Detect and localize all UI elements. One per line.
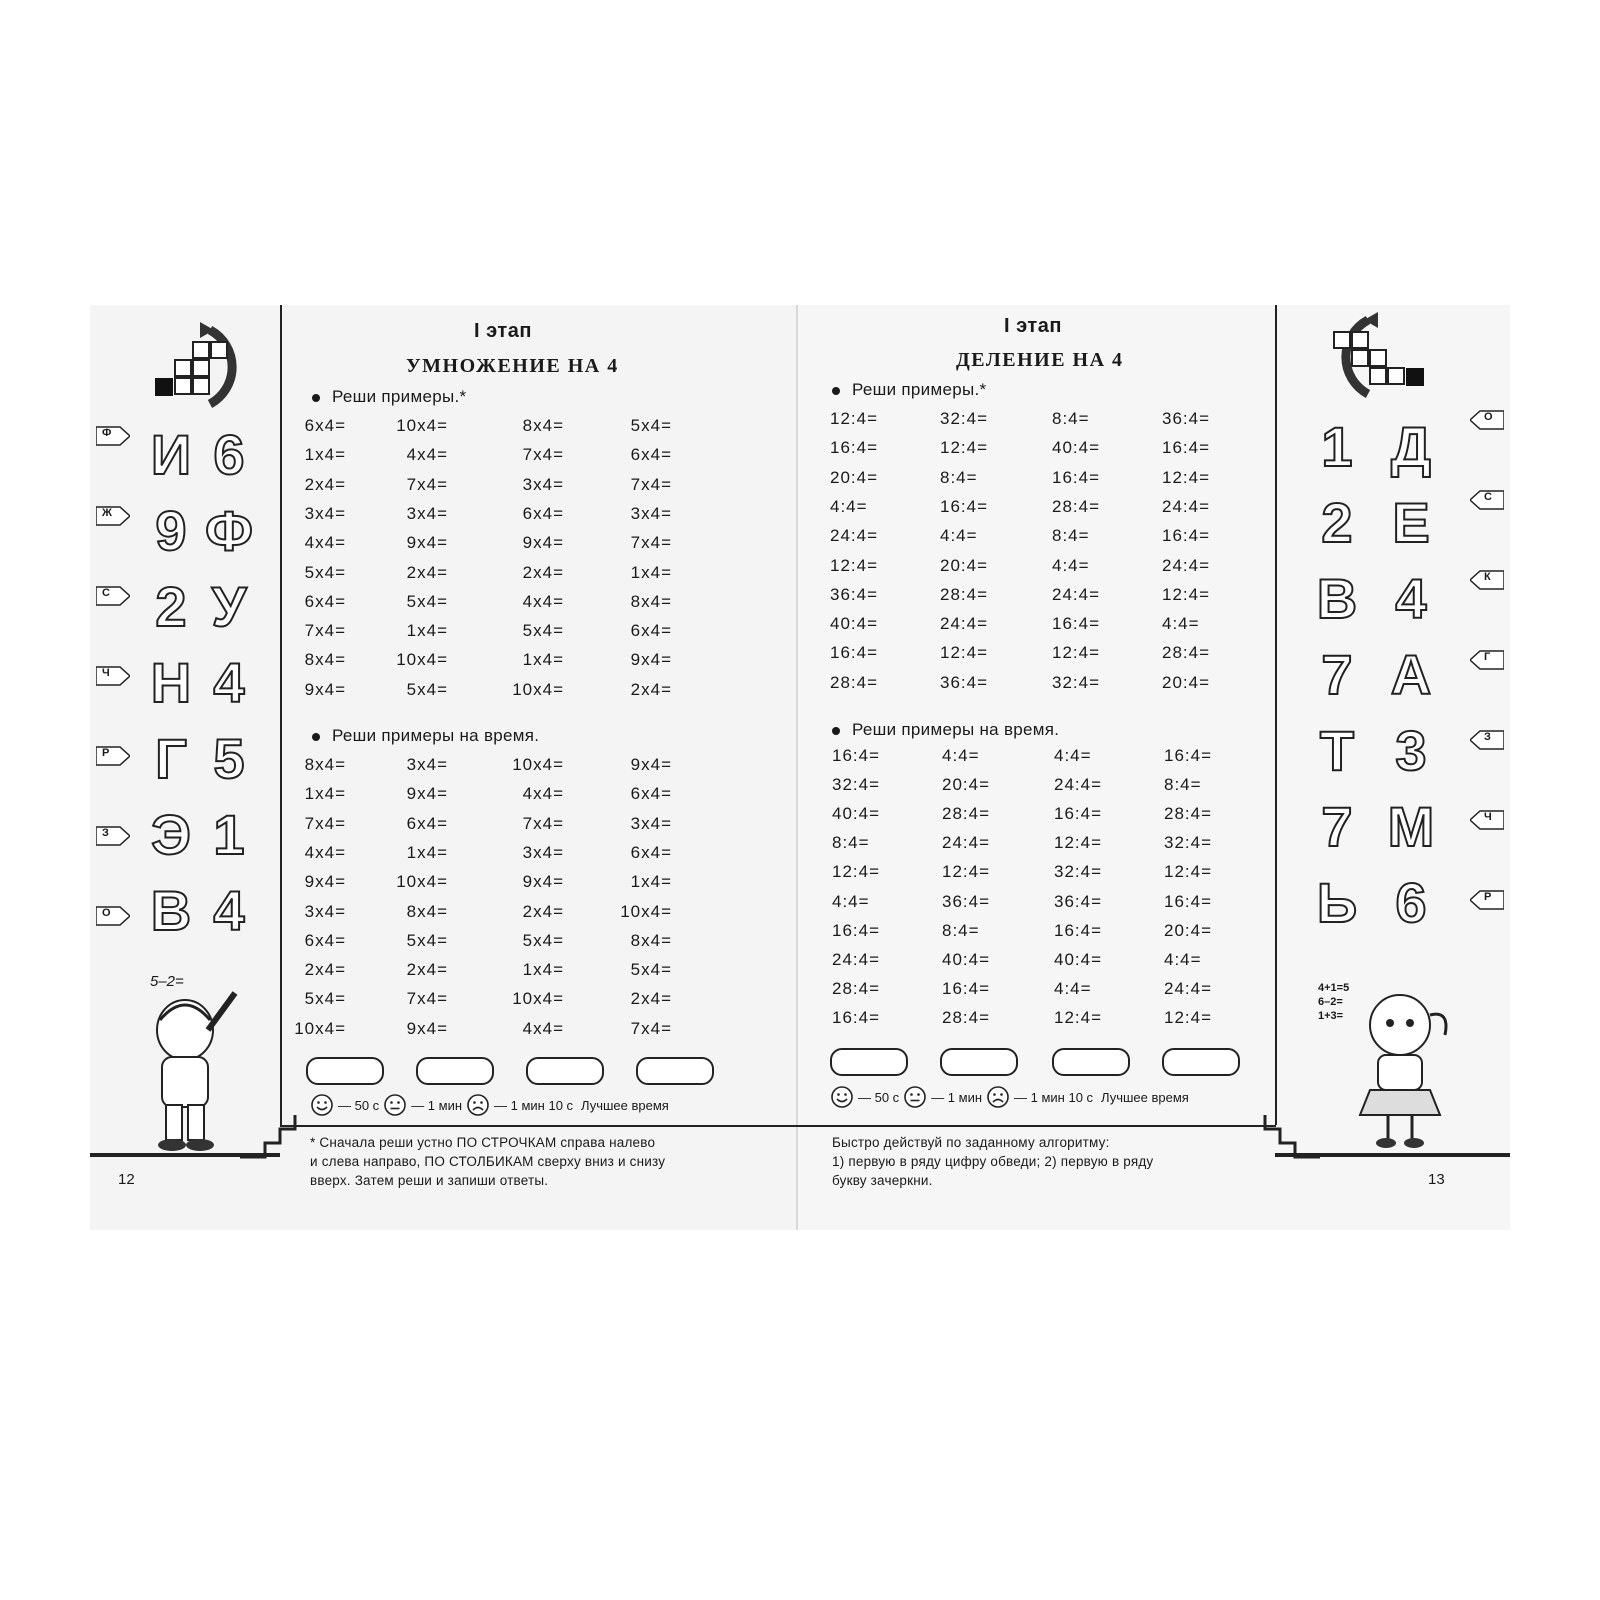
pencil-letter: С — [102, 587, 110, 599]
outline-character: 6 — [1395, 871, 1427, 934]
exercise-cell: 28:4= — [1164, 804, 1213, 824]
outline-character: 2 — [1321, 491, 1353, 554]
board-scribble-right: 4+1=5 6–2= 1+3= — [1318, 982, 1350, 1022]
exercise-cell: 16:4= — [832, 920, 881, 940]
exercise-cell: 16:4= — [1052, 467, 1101, 487]
exercise-cell: 6x4= — [630, 842, 672, 862]
exercise-cell: 6x4= — [406, 813, 448, 833]
exercise-cell: 4:4= — [832, 891, 870, 911]
exercise-cell: 12:4= — [942, 862, 991, 882]
exercise-cell: 9x4= — [406, 533, 448, 553]
exercise-cell: 40:4= — [832, 804, 881, 824]
exercise-cell: 12:4= — [830, 409, 879, 428]
pencil-icon — [96, 425, 128, 445]
exercise-cell: 40:4= — [1054, 949, 1103, 969]
exercise-cell: 7x4= — [630, 474, 672, 494]
exercise-cell: 3x4= — [304, 901, 346, 921]
left-page-title: УМНОЖЕНИЕ НА 4 — [406, 355, 619, 377]
exercise-cell: 28:4= — [942, 804, 991, 824]
exercise-cell: 4x4= — [304, 533, 346, 553]
exercise-cell: 6x4= — [304, 591, 346, 611]
exercise-cell: 3x4= — [630, 503, 672, 523]
happy-face-icon — [830, 1085, 854, 1109]
exercise-cell: 7x4= — [406, 474, 448, 494]
exercise-cell: 24:4= — [832, 949, 881, 969]
exercise-cell: 28:4= — [1052, 496, 1101, 516]
exercise-cell: 16:4= — [832, 1007, 881, 1027]
exercise-cell: 5x4= — [406, 679, 448, 699]
exercise-cell: 6x4= — [304, 930, 346, 950]
exercise-cell: 16:4= — [940, 496, 989, 516]
exercise-cell: 9x4= — [522, 872, 564, 892]
right-instruction-1: Реши примеры.* — [832, 380, 986, 400]
exercise-cell: 2x4= — [522, 901, 564, 921]
pencil-letter: Р — [1484, 891, 1492, 903]
time-box-1-left[interactable] — [306, 1057, 384, 1085]
stairs-arrow-icon-left — [150, 320, 260, 410]
outline-character: А — [1390, 643, 1432, 706]
exercise-cell: 4x4= — [522, 591, 564, 611]
exercise-cell: 24:4= — [830, 526, 879, 546]
pencil-icon — [1470, 809, 1502, 829]
exercise-cell: 12:4= — [940, 643, 989, 663]
exercise-cell: 8:4= — [832, 833, 870, 853]
pencil-icon — [1470, 649, 1502, 669]
pencil-letter: О — [1484, 411, 1493, 423]
outline-character: 4 — [213, 651, 245, 714]
left-time-legend: — 50 с — 1 мин — 1 мин 10 с Лучшее время — [310, 1093, 669, 1117]
stairs-arrow-icon-right — [1318, 310, 1428, 400]
exercise-cell: 28:4= — [940, 584, 989, 604]
exercise-cell: 24:4= — [1162, 496, 1211, 516]
exercise-cell: 4:4= — [1054, 746, 1092, 765]
exercise-cell: 12:4= — [1054, 833, 1103, 853]
time-box-1-right[interactable] — [830, 1048, 908, 1076]
exercise-cell: 4:4= — [1054, 978, 1092, 998]
exercise-cell: 16:4= — [830, 438, 879, 458]
exercise-cell: 7x4= — [522, 445, 564, 465]
pencil-icon — [96, 665, 128, 685]
pencil-letter: Р — [102, 747, 110, 759]
time-box-3-right[interactable] — [1052, 1048, 1130, 1076]
exercise-cell: 1x4= — [304, 445, 346, 465]
exercise-cell: 5x4= — [406, 930, 448, 950]
pencil-letter: О — [102, 907, 111, 919]
exercise-cell: 1x4= — [304, 784, 346, 804]
time-box-2-left[interactable] — [416, 1057, 494, 1085]
exercise-cell: 8x4= — [304, 755, 346, 774]
exercise-cell: 40:4= — [1052, 438, 1101, 458]
exercise-cell: 9x4= — [630, 650, 672, 670]
exercise-cell: 4:4= — [1052, 555, 1090, 575]
exercise-cell: 16:4= — [1052, 614, 1101, 634]
exercise-cell: 28:4= — [942, 1007, 991, 1027]
exercise-cell: 9x4= — [406, 1018, 448, 1038]
exercise-cell: 10x4= — [512, 989, 564, 1009]
exercise-cell: 7x4= — [630, 533, 672, 553]
exercise-cell: 6x4= — [522, 503, 564, 523]
exercise-cell: 9x4= — [522, 533, 564, 553]
exercise-cell: 3x4= — [522, 842, 564, 862]
right-note-rule — [798, 1125, 1276, 1127]
left-stage-heading: I этап — [474, 320, 532, 342]
outline-character: Д — [1391, 415, 1431, 478]
exercise-cell: 28:4= — [830, 672, 879, 692]
pencil-letter: З — [1484, 731, 1491, 743]
exercise-cell: 10x4= — [620, 901, 672, 921]
exercise-cell: 1x4= — [406, 621, 448, 641]
outline-character: 1 — [213, 803, 245, 866]
outline-character: Е — [1392, 491, 1430, 554]
exercise-cell: 7x4= — [304, 621, 346, 641]
exercise-cell: 3x4= — [406, 755, 448, 774]
outline-character: 1 — [1321, 415, 1353, 478]
neutral-face-icon — [383, 1093, 407, 1117]
exercise-cell: 10x4= — [294, 1018, 346, 1038]
exercise-cell: 16:4= — [1162, 438, 1211, 458]
exercise-cell: 36:4= — [940, 672, 989, 692]
pencil-icon — [96, 905, 128, 925]
pencil-icon — [1470, 889, 1502, 909]
exercise-cell: 3x4= — [630, 813, 672, 833]
left-instruction-2: Реши примеры на время. — [312, 726, 539, 746]
outline-character: 9 — [155, 499, 187, 562]
exercise-cell: 40:4= — [942, 949, 991, 969]
exercise-cell: 4:4= — [830, 496, 868, 516]
right-sidebar-divider — [1275, 305, 1277, 1125]
sad-face-icon — [986, 1085, 1010, 1109]
exercise-cell: 4x4= — [522, 784, 564, 804]
exercise-cell: 12:4= — [832, 862, 881, 882]
exercise-cell: 10x4= — [396, 872, 448, 892]
exercise-cell: 8:4= — [942, 920, 980, 940]
exercise-cell: 3x4= — [304, 503, 346, 523]
outline-character: В — [150, 879, 192, 942]
pencil-letter: Ф — [102, 427, 112, 439]
exercise-cell: 7x4= — [304, 813, 346, 833]
exercise-cell: 24:4= — [940, 614, 989, 634]
exercise-cell: 4:4= — [940, 526, 978, 546]
exercise-cell: 24:4= — [942, 833, 991, 853]
outline-character: 7 — [1321, 795, 1353, 858]
outline-character: Г — [155, 727, 187, 790]
outline-character: 2 — [155, 575, 187, 638]
exercise-cell: 32:4= — [1052, 672, 1101, 692]
happy-face-icon — [310, 1093, 334, 1117]
exercise-cell: 16:4= — [1164, 891, 1213, 911]
exercise-cell: 9x4= — [406, 784, 448, 804]
exercise-cell: 16:4= — [830, 643, 879, 663]
outline-character: 4 — [1395, 567, 1427, 630]
exercise-cell: 10x4= — [396, 650, 448, 670]
outline-character: Ф — [205, 499, 253, 562]
outline-character: Т — [1319, 719, 1355, 782]
exercise-cell: 7x4= — [522, 813, 564, 833]
exercise-cell: 1x4= — [630, 562, 672, 582]
exercise-cell: 16:4= — [942, 978, 991, 998]
board-scribble-left: 5–2= — [150, 973, 184, 990]
time-box-3-left[interactable] — [526, 1057, 604, 1085]
exercise-cell: 10x4= — [512, 679, 564, 699]
exercise-cell: 1x4= — [522, 960, 564, 980]
exercise-cell: 12:4= — [1052, 643, 1101, 663]
pencil-icon — [96, 825, 128, 845]
exercise-cell: 16:4= — [832, 746, 881, 765]
exercise-cell: 5x4= — [522, 930, 564, 950]
pencil-icon — [1470, 729, 1502, 749]
exercise-cell: 3x4= — [522, 474, 564, 494]
exercise-cell: 3x4= — [406, 503, 448, 523]
right-time-legend: — 50 с — 1 мин — 1 мин 10 с Лучшее время — [830, 1085, 1189, 1109]
pencil-letter: Г — [1484, 651, 1491, 663]
exercise-cell: 12:4= — [830, 555, 879, 575]
exercise-cell: 6x4= — [630, 445, 672, 465]
open-workbook — [90, 305, 1510, 1230]
exercise-cell: 36:4= — [942, 891, 991, 911]
outline-character: 5 — [213, 727, 245, 790]
exercise-cell: 12:4= — [1164, 862, 1213, 882]
boy-at-board-illustration — [130, 975, 250, 1155]
exercise-cell: 36:4= — [830, 584, 879, 604]
pencil-icon — [1470, 569, 1502, 589]
girl-illustration — [1330, 975, 1460, 1155]
exercise-cell: 8x4= — [630, 930, 672, 950]
exercise-cell: 5x4= — [304, 989, 346, 1009]
exercise-cell: 6x4= — [630, 784, 672, 804]
exercise-cell: 5x4= — [630, 416, 672, 435]
exercise-cell: 8:4= — [1164, 775, 1202, 795]
exercise-cell: 9x4= — [304, 679, 346, 699]
exercise-cell: 2x4= — [406, 562, 448, 582]
neutral-face-icon — [903, 1085, 927, 1109]
exercise-cell: 16:4= — [1054, 920, 1103, 940]
exercise-cell: 8x4= — [522, 416, 564, 435]
exercise-cell: 4x4= — [406, 445, 448, 465]
exercise-cell: 2x4= — [406, 960, 448, 980]
exercise-cell: 20:4= — [940, 555, 989, 575]
pencil-letter: К — [1484, 571, 1491, 583]
exercise-cell: 1x4= — [406, 842, 448, 862]
exercise-cell: 32:4= — [940, 409, 989, 428]
exercise-cell: 4:4= — [1164, 949, 1202, 969]
outline-character: 7 — [1321, 643, 1353, 706]
exercise-cell: 2x4= — [522, 562, 564, 582]
right-page-title: ДЕЛЕНИЕ НА 4 — [956, 349, 1124, 371]
pencil-letter: З — [102, 827, 109, 839]
exercise-cell: 8:4= — [1052, 409, 1090, 428]
book-spine — [796, 305, 798, 1230]
exercise-cell: 6x4= — [304, 416, 346, 435]
time-box-4-right[interactable] — [1162, 1048, 1240, 1076]
exercise-cell: 4:4= — [1162, 614, 1200, 634]
outline-character: Э — [151, 803, 191, 866]
exercise-cell: 24:4= — [1164, 978, 1213, 998]
pencil-icon — [1470, 409, 1502, 429]
exercise-cell: 12:4= — [1164, 1007, 1213, 1027]
exercise-cell: 4:4= — [942, 746, 980, 765]
exercise-cell: 36:4= — [1162, 409, 1211, 428]
exercise-cell: 16:4= — [1164, 746, 1213, 765]
exercise-cell: 20:4= — [830, 467, 879, 487]
exercise-cell: 1x4= — [522, 650, 564, 670]
exercise-cell: 40:4= — [830, 614, 879, 634]
pencil-icon — [96, 505, 128, 525]
exercise-cell: 24:4= — [1054, 775, 1103, 795]
exercise-cell: 28:4= — [832, 978, 881, 998]
exercise-cell: 20:4= — [1164, 920, 1213, 940]
outline-character: У — [211, 575, 247, 638]
outline-character: И — [150, 423, 192, 486]
outline-character: М — [1387, 795, 1435, 858]
pencil-letter: С — [1484, 491, 1492, 503]
exercise-cell: 5x4= — [522, 621, 564, 641]
left-footnote: * Сначала реши устно ПО СТРОЧКАМ справа налево и слева направо, ПО СТОЛБИКАМ сверху вниз и снизу вверх. Затем реши и запиши ответы. — [310, 1135, 666, 1188]
exercise-cell: 8:4= — [1052, 526, 1090, 546]
outline-character: Ь — [1316, 871, 1358, 934]
exercise-cell: 24:4= — [1052, 584, 1101, 604]
pencil-letter: Ч — [102, 667, 110, 679]
page-number-right: 13 — [1428, 1171, 1445, 1188]
exercise-cell: 6x4= — [630, 621, 672, 641]
sad-face-icon — [466, 1093, 490, 1117]
exercise-cell: 20:4= — [1162, 672, 1211, 692]
outline-character: 4 — [213, 879, 245, 942]
exercise-cell: 36:4= — [1054, 891, 1103, 911]
exercise-cell: 10x4= — [512, 755, 564, 774]
exercise-cell: 7x4= — [406, 989, 448, 1009]
exercise-cell: 8x4= — [630, 591, 672, 611]
exercise-cell: 16:4= — [1162, 526, 1211, 546]
exercise-cell: 2x4= — [630, 989, 672, 1009]
exercise-cell: 28:4= — [1162, 643, 1211, 663]
exercise-cell: 16:4= — [1054, 804, 1103, 824]
exercise-cell: 2x4= — [630, 679, 672, 699]
exercise-cell: 32:4= — [832, 775, 881, 795]
exercise-cell: 9x4= — [630, 755, 672, 774]
time-box-2-right[interactable] — [940, 1048, 1018, 1076]
exercise-cell: 5x4= — [406, 591, 448, 611]
exercise-cell: 32:4= — [1164, 833, 1213, 853]
outline-character: В — [1316, 567, 1358, 630]
outline-character: 6 — [213, 423, 245, 486]
exercise-cell: 4x4= — [304, 842, 346, 862]
left-footnote-rule — [280, 1125, 798, 1127]
exercise-cell: 5x4= — [630, 960, 672, 980]
exercise-cell: 12:4= — [1054, 1007, 1103, 1027]
exercise-cell: 20:4= — [942, 775, 991, 795]
pencil-icon — [96, 585, 128, 605]
exercise-cell: 1x4= — [630, 872, 672, 892]
exercise-cell: 8x4= — [406, 901, 448, 921]
exercise-cell: 32:4= — [1054, 862, 1103, 882]
exercise-cell: 12:4= — [1162, 467, 1211, 487]
exercise-cell: 2x4= — [304, 960, 346, 980]
pencil-icon — [96, 745, 128, 765]
page-number-left: 12 — [118, 1171, 135, 1188]
exercise-cell: 9x4= — [304, 872, 346, 892]
exercise-cell: 10x4= — [396, 416, 448, 435]
right-algorithm-note: Быстро действуй по заданному алгоритму: 1) первую в ряду цифру обведи; 2) первую в ряду букву зачеркни. — [832, 1135, 1154, 1188]
exercise-cell: 12:4= — [940, 438, 989, 458]
outline-character: 3 — [1395, 719, 1427, 782]
exercise-cell: 8:4= — [940, 467, 978, 487]
right-step-decoration — [1260, 1115, 1320, 1160]
exercise-cell: 4x4= — [522, 1018, 564, 1038]
exercise-cell: 8x4= — [304, 650, 346, 670]
exercise-cell: 2x4= — [304, 474, 346, 494]
left-instruction-1: Реши примеры.* — [312, 387, 466, 407]
right-instruction-2: Реши примеры на время. — [832, 720, 1059, 740]
pencil-icon — [1470, 489, 1502, 509]
exercise-cell: 24:4= — [1162, 555, 1211, 575]
right-stage-heading: I этап — [1004, 315, 1062, 337]
pencil-letter: Ч — [1484, 811, 1492, 823]
exercise-cell: 12:4= — [1162, 584, 1211, 604]
exercise-cell: 7x4= — [630, 1018, 672, 1038]
pencil-letter: Ж — [102, 507, 112, 519]
exercise-cell: 5x4= — [304, 562, 346, 582]
time-box-4-left[interactable] — [636, 1057, 714, 1085]
left-sidebar-divider — [280, 305, 282, 1125]
outline-character: Н — [150, 651, 192, 714]
